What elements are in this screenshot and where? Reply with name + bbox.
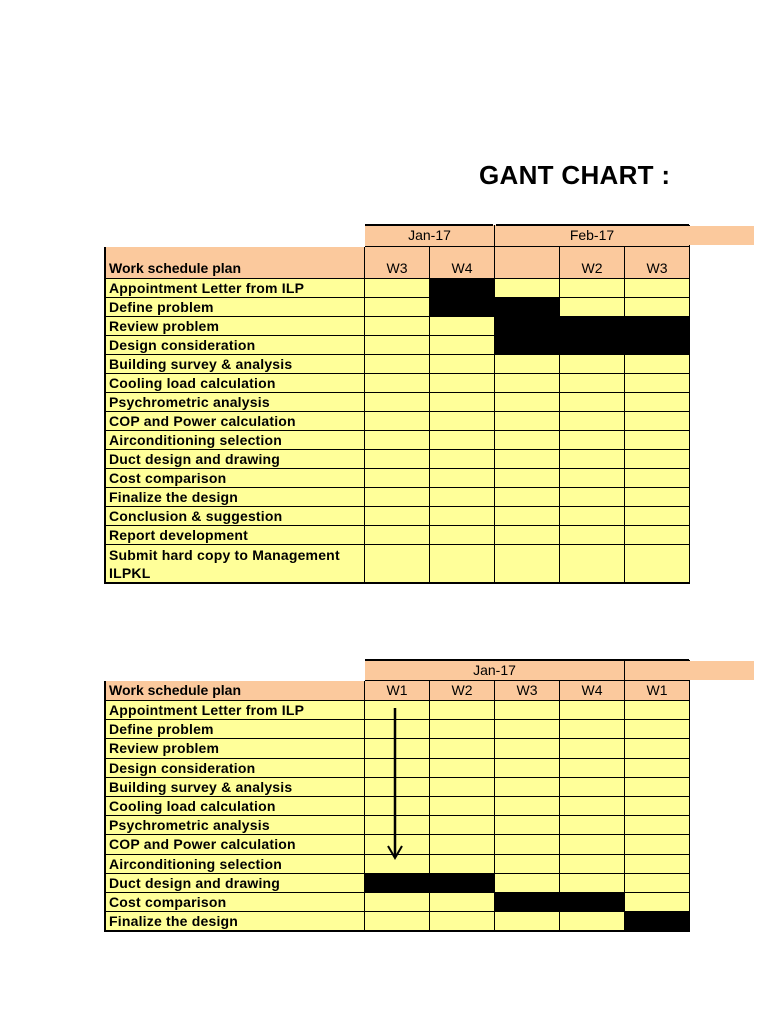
- chart1-grid-cell: [430, 545, 495, 583]
- chart2-grid-cell: [560, 759, 625, 778]
- chart2-week-header-4: W1: [625, 681, 690, 701]
- chart2-grid-cell: [625, 701, 690, 720]
- chart1-grid-cell: [495, 393, 560, 412]
- chart1-grid-cell: [365, 412, 430, 431]
- chart1-grid-cell: [430, 336, 495, 355]
- chart2-grid-cell: [365, 855, 430, 874]
- chart1-grid-cell: [495, 412, 560, 431]
- chart1-grid-cell: [495, 526, 560, 545]
- chart2-task-label: Psychrometric analysis: [105, 816, 365, 835]
- chart2-task-label: Design consideration: [105, 759, 365, 778]
- chart1-grid-cell: [365, 374, 430, 393]
- chart2-grid-cell: [430, 778, 495, 797]
- chart1-grid-cell: [625, 431, 690, 450]
- chart2-bottom-border: [104, 930, 690, 932]
- chart1-grid-cell: [625, 507, 690, 526]
- chart2-grid-cell: [430, 912, 495, 931]
- chart1-grid-cell: [430, 450, 495, 469]
- chart1-grid-cell: [560, 469, 625, 488]
- chart1-task-label: Define problem: [105, 298, 365, 317]
- chart1-grid-cell: [625, 545, 690, 583]
- chart2-task-label: Duct design and drawing: [105, 874, 365, 893]
- chart1-task-label: Cooling load calculation: [105, 374, 365, 393]
- chart1-grid-cell: [495, 507, 560, 526]
- chart1-grid-cell: [560, 545, 625, 583]
- chart1-header-label: Work schedule plan: [105, 247, 365, 279]
- chart2-grid-cell: [560, 701, 625, 720]
- chart1-grid-cell: [365, 336, 430, 355]
- chart1-grid-cell: [560, 374, 625, 393]
- chart2-grid-cell: [365, 701, 430, 720]
- chart1-grid-cell: [625, 526, 690, 545]
- chart1-grid-cell: [495, 488, 560, 507]
- chart2-task-label: Airconditioning selection: [105, 855, 365, 874]
- chart1-task-label: Review problem: [105, 317, 365, 336]
- chart2-left-border: [104, 681, 106, 931]
- chart1-header-border: [496, 224, 689, 226]
- chart1-gantt-bar: [625, 336, 690, 355]
- chart1-task-label: Duct design and drawing: [105, 450, 365, 469]
- chart2-grid-cell: [365, 835, 430, 854]
- chart1-grid-cell: [430, 526, 495, 545]
- chart1-week-header-1: W4: [430, 247, 495, 279]
- chart2-grid-cell: [365, 720, 430, 739]
- chart2-task-label: COP and Power calculation: [105, 835, 365, 854]
- chart1-grid-cell: [495, 279, 560, 298]
- chart1-task-label: Appointment Letter from ILP: [105, 279, 365, 298]
- chart2-month-header-0: Jan-17: [365, 660, 625, 681]
- chart1-bottom-border: [104, 582, 690, 584]
- chart1-grid-cell: [430, 488, 495, 507]
- chart2-grid-cell: [625, 759, 690, 778]
- chart1-grid-cell: [430, 355, 495, 374]
- chart1-grid-cell: [430, 317, 495, 336]
- chart1-grid-cell: [625, 393, 690, 412]
- chart2-grid-cell: [495, 912, 560, 931]
- chart1-grid-cell: [365, 526, 430, 545]
- chart2-gantt-bar: [495, 893, 560, 912]
- chart1-task-label: Report development: [105, 526, 365, 545]
- chart2-grid-cell: [625, 893, 690, 912]
- chart1-gantt-bar: [430, 298, 495, 317]
- chart2-gantt-bar: [430, 874, 495, 893]
- chart1-grid-cell: [560, 526, 625, 545]
- chart1-task-label: COP and Power calculation: [105, 412, 365, 431]
- chart2-grid-cell: [365, 759, 430, 778]
- chart2-grid-cell: [625, 874, 690, 893]
- chart2-grid-cell: [560, 855, 625, 874]
- chart2-task-label: Review problem: [105, 739, 365, 758]
- chart1-grid-cell: [495, 355, 560, 374]
- chart1-left-border: [104, 247, 106, 583]
- chart1-grid-cell: [430, 412, 495, 431]
- chart1-task-label: Building survey & analysis: [105, 355, 365, 374]
- chart1-week-header-4: W3: [625, 247, 690, 279]
- chart2-grid-cell: [430, 893, 495, 912]
- chart1-grid-cell: [365, 545, 430, 583]
- chart1-grid-cell: [625, 450, 690, 469]
- chart2-week-header-0: W1: [365, 681, 430, 701]
- chart2-grid-cell: [560, 797, 625, 816]
- chart2-grid-cell: [495, 759, 560, 778]
- chart2-grid-cell: [430, 797, 495, 816]
- chart1-grid-cell: [625, 469, 690, 488]
- chart2-task-label: Define problem: [105, 720, 365, 739]
- chart2-grid-cell: [625, 720, 690, 739]
- chart2-grid-cell: [365, 797, 430, 816]
- chart1-gantt-bar: [495, 317, 560, 336]
- chart1-month-header-1: Feb-17: [495, 225, 690, 247]
- chart1-grid-cell: [560, 393, 625, 412]
- chart2-header-extension: [689, 661, 754, 680]
- chart2-grid-cell: [495, 835, 560, 854]
- down-arrow-icon: [385, 704, 405, 864]
- chart1-grid-cell: [560, 279, 625, 298]
- chart2-week-header-1: W2: [430, 681, 495, 701]
- chart2-grid-cell: [625, 778, 690, 797]
- page-title: GANT CHART :: [479, 160, 671, 190]
- chart2-gantt-bar: [365, 874, 430, 893]
- chart2-header-border: [365, 659, 689, 661]
- chart2-grid-cell: [625, 739, 690, 758]
- chart1-grid-cell: [625, 355, 690, 374]
- chart2-grid-cell: [495, 816, 560, 835]
- chart1-grid-cell: [495, 431, 560, 450]
- chart1-header-extension: [689, 226, 754, 245]
- chart1-grid-cell: [365, 355, 430, 374]
- chart2-grid-cell: [430, 855, 495, 874]
- chart1-grid-cell: [365, 450, 430, 469]
- chart2-week-header-2: W3: [495, 681, 560, 701]
- chart2-task-label: Cooling load calculation: [105, 797, 365, 816]
- chart1-task-label: Psychrometric analysis: [105, 393, 365, 412]
- chart1-task-label: Submit hard copy to Management ILPKL: [105, 545, 365, 583]
- chart1-grid-cell: [495, 545, 560, 583]
- chart1-grid-cell: [495, 469, 560, 488]
- chart1-gantt-bar: [495, 336, 560, 355]
- chart1-gantt-bar: [560, 336, 625, 355]
- chart2-grid-cell: [495, 701, 560, 720]
- chart1-grid-cell: [365, 488, 430, 507]
- chart1-task-label: Design consideration: [105, 336, 365, 355]
- chart1-grid-cell: [625, 279, 690, 298]
- chart2-grid-cell: [495, 797, 560, 816]
- chart1-gantt-bar: [560, 317, 625, 336]
- chart1-grid-cell: [430, 431, 495, 450]
- chart2-grid-cell: [365, 912, 430, 931]
- chart1-grid-cell: [560, 450, 625, 469]
- chart1-grid-cell: [365, 317, 430, 336]
- chart1-grid-cell: [560, 431, 625, 450]
- chart1-month-header-0: Jan-17: [365, 225, 495, 247]
- chart1-grid-cell: [625, 412, 690, 431]
- chart2-grid-cell: [430, 701, 495, 720]
- chart1-task-label: Airconditioning selection: [105, 431, 365, 450]
- chart2-task-label: Finalize the design: [105, 912, 365, 931]
- chart2-grid-cell: [560, 739, 625, 758]
- chart1-grid-cell: [560, 507, 625, 526]
- chart2-grid-cell: [625, 816, 690, 835]
- chart2-week-header-3: W4: [560, 681, 625, 701]
- chart1-grid-cell: [365, 393, 430, 412]
- chart2-grid-cell: [430, 739, 495, 758]
- chart1-task-label: Conclusion & suggestion: [105, 507, 365, 526]
- chart1-grid-cell: [560, 488, 625, 507]
- chart1-header-border: [365, 224, 493, 226]
- chart2-grid-cell: [495, 855, 560, 874]
- chart1-grid-cell: [625, 298, 690, 317]
- chart2-grid-cell: [430, 720, 495, 739]
- chart1-grid-cell: [430, 469, 495, 488]
- chart2-grid-cell: [365, 893, 430, 912]
- chart1-week-header-0: W3: [365, 247, 430, 279]
- chart1-task-label: Cost comparison: [105, 469, 365, 488]
- chart2-task-label: Cost comparison: [105, 893, 365, 912]
- chart1-grid-cell: [365, 507, 430, 526]
- chart2-grid-cell: [560, 778, 625, 797]
- chart1-grid-cell: [560, 412, 625, 431]
- chart1-grid-cell: [430, 374, 495, 393]
- chart2-header-label: Work schedule plan: [105, 681, 365, 701]
- chart1-gantt-bar: [430, 279, 495, 298]
- chart1-grid-cell: [365, 469, 430, 488]
- chart1-gantt-bar: [625, 317, 690, 336]
- chart1-grid-cell: [625, 488, 690, 507]
- chart1-week-header-2: [495, 247, 560, 279]
- chart1-gantt-bar: [495, 298, 560, 317]
- chart2-task-label: Building survey & analysis: [105, 778, 365, 797]
- chart1-grid-cell: [625, 374, 690, 393]
- chart2-grid-cell: [365, 816, 430, 835]
- chart2-grid-cell: [495, 739, 560, 758]
- chart2-grid-cell: [430, 835, 495, 854]
- chart2-grid-cell: [560, 816, 625, 835]
- chart2-grid-cell: [625, 797, 690, 816]
- chart1-grid-cell: [365, 279, 430, 298]
- chart1-grid-cell: [430, 393, 495, 412]
- chart1-grid-cell: [365, 431, 430, 450]
- chart2-grid-cell: [495, 720, 560, 739]
- chart2-grid-cell: [365, 778, 430, 797]
- chart2-grid-cell: [560, 835, 625, 854]
- chart1-grid-cell: [365, 298, 430, 317]
- chart2-grid-cell: [560, 720, 625, 739]
- chart1-grid-cell: [430, 507, 495, 526]
- chart2-gantt-bar: [560, 893, 625, 912]
- chart1-task-label: Finalize the design: [105, 488, 365, 507]
- chart2-month-header-1: [625, 660, 690, 681]
- chart2-task-label: Appointment Letter from ILP: [105, 701, 365, 720]
- chart2-grid-cell: [625, 835, 690, 854]
- chart2-grid-cell: [495, 778, 560, 797]
- chart1-grid-cell: [495, 374, 560, 393]
- chart2-grid-cell: [365, 739, 430, 758]
- chart2-grid-cell: [625, 855, 690, 874]
- chart2-grid-cell: [495, 874, 560, 893]
- chart2-grid-cell: [430, 759, 495, 778]
- chart1-grid-cell: [495, 450, 560, 469]
- chart2-grid-cell: [560, 912, 625, 931]
- chart2-grid-cell: [430, 816, 495, 835]
- chart1-grid-cell: [560, 355, 625, 374]
- chart2-grid-cell: [560, 874, 625, 893]
- chart1-week-header-3: W2: [560, 247, 625, 279]
- chart2-gantt-bar: [625, 912, 690, 931]
- chart1-grid-cell: [560, 298, 625, 317]
